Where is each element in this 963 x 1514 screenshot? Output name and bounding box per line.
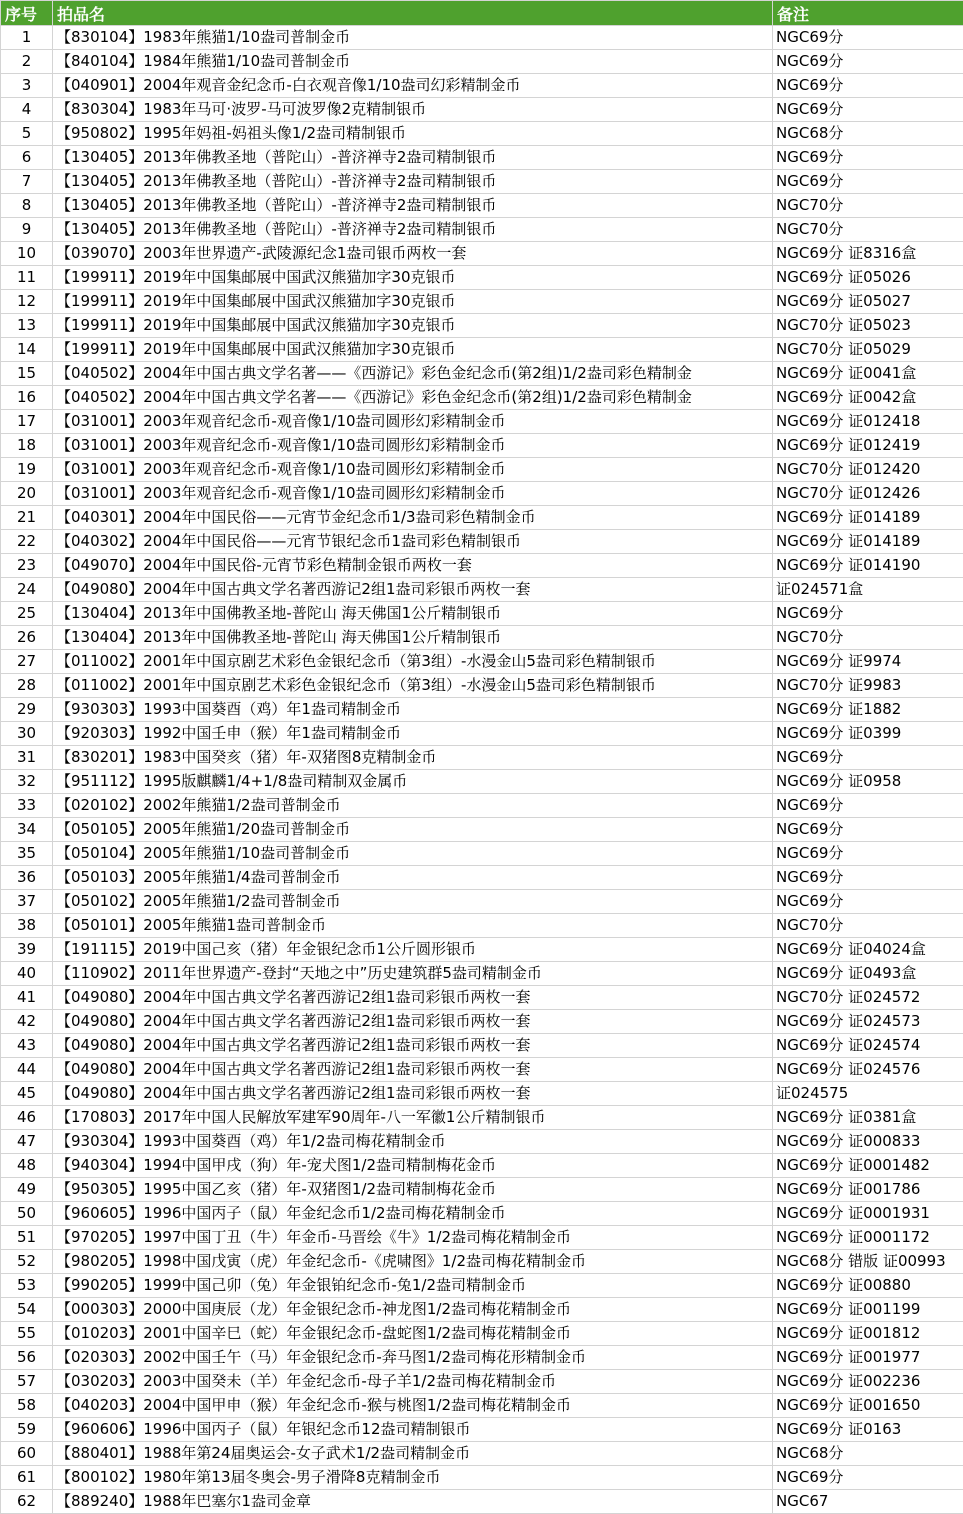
- row-remarks: NGC68分 错版 证00993: [773, 1250, 963, 1274]
- row-lot-name: 【050101】2005年熊猫1盎司普制金币: [53, 914, 773, 938]
- table-row: [1, 434, 963, 458]
- row-remarks: NGC69分: [773, 50, 963, 74]
- row-serial-number: 24: [1, 578, 53, 602]
- row-remarks: NGC69分 证0958: [773, 770, 963, 794]
- row-remarks: NGC69分 证0399: [773, 722, 963, 746]
- row-serial-number: 53: [1, 1274, 53, 1298]
- row-lot-name: 【040301】2004年中国民俗——元宵节金纪念币1/3盎司彩色精制金币: [53, 506, 773, 530]
- row-lot-name: 【031001】2003年观音纪念币-观音像1/10盎司圆形幻彩精制金币: [53, 434, 773, 458]
- row-remarks: NGC69分 证001977: [773, 1346, 963, 1370]
- row-lot-name: 【920303】1992中国壬申（猴）年1盎司精制金币: [53, 722, 773, 746]
- row-serial-number: 55: [1, 1322, 53, 1346]
- row-remarks: NGC69分: [773, 818, 963, 842]
- table-row: [1, 98, 963, 122]
- row-serial-number: 17: [1, 410, 53, 434]
- row-serial-number: 34: [1, 818, 53, 842]
- row-remarks: NGC69分 证014189: [773, 506, 963, 530]
- table-row: [1, 146, 963, 170]
- row-serial-number: 54: [1, 1298, 53, 1322]
- row-serial-number: 39: [1, 938, 53, 962]
- table-row: [1, 698, 963, 722]
- table-row: [1, 650, 963, 674]
- row-serial-number: 62: [1, 1490, 53, 1514]
- row-serial-number: 36: [1, 866, 53, 890]
- table-row: [1, 1274, 963, 1298]
- table-row: [1, 1394, 963, 1418]
- row-lot-name: 【951112】1995版麒麟1/4+1/8盎司精制双金属币: [53, 770, 773, 794]
- table-row: [1, 986, 963, 1010]
- table-row: [1, 1322, 963, 1346]
- row-serial-number: 60: [1, 1442, 53, 1466]
- row-lot-name: 【130404】2013年中国佛教圣地-普陀山 海天佛国1公斤精制银币: [53, 602, 773, 626]
- row-lot-name: 【199911】2019年中国集邮展中国武汉熊猫加字30克银币: [53, 338, 773, 362]
- header-lot-name: 拍品名: [53, 1, 773, 26]
- row-lot-name: 【020303】2002中国壬午（马）年金银纪念币-奔马图1/2盎司梅花形精制金币: [53, 1346, 773, 1370]
- row-lot-name: 【050104】2005年熊猫1/10盎司普制金币: [53, 842, 773, 866]
- row-lot-name: 【960605】1996中国丙子（鼠）年金纪念币1/2盎司梅花精制金币: [53, 1202, 773, 1226]
- row-remarks: NGC69分: [773, 98, 963, 122]
- row-remarks: NGC69分 证014190: [773, 554, 963, 578]
- row-lot-name: 【050103】2005年熊猫1/4盎司普制金币: [53, 866, 773, 890]
- table-row: [1, 1082, 963, 1106]
- row-remarks: NGC69分 证012418: [773, 410, 963, 434]
- row-lot-name: 【830104】1983年熊猫1/10盎司普制金币: [53, 26, 773, 50]
- row-remarks: NGC70分 证024572: [773, 986, 963, 1010]
- row-serial-number: 52: [1, 1250, 53, 1274]
- table-row: [1, 170, 963, 194]
- row-remarks: NGC69分: [773, 26, 963, 50]
- table-row: [1, 218, 963, 242]
- row-serial-number: 19: [1, 458, 53, 482]
- row-serial-number: 28: [1, 674, 53, 698]
- row-serial-number: 46: [1, 1106, 53, 1130]
- row-remarks: NGC69分 证001199: [773, 1298, 963, 1322]
- row-remarks: NGC69分: [773, 746, 963, 770]
- row-serial-number: 10: [1, 242, 53, 266]
- row-remarks: NGC69分 证024573: [773, 1010, 963, 1034]
- row-lot-name: 【130405】2013年佛教圣地（普陀山）-普济禅寺2盎司精制银币: [53, 146, 773, 170]
- row-remarks: NGC69分 证000833: [773, 1130, 963, 1154]
- row-serial-number: 20: [1, 482, 53, 506]
- row-lot-name: 【049080】2004年中国古典文学名著西游记2组1盎司彩银币两枚一套: [53, 986, 773, 1010]
- row-remarks: NGC69分: [773, 74, 963, 98]
- table-body: [1, 26, 963, 1514]
- row-serial-number: 47: [1, 1130, 53, 1154]
- row-lot-name: 【170803】2017年中国人民解放军建军90周年-八一军徽1公斤精制银币: [53, 1106, 773, 1130]
- row-serial-number: 61: [1, 1466, 53, 1490]
- header-row: [1, 1, 963, 26]
- row-lot-name: 【031001】2003年观音纪念币-观音像1/10盎司圆形幻彩精制金币: [53, 458, 773, 482]
- row-remarks: 证024575: [773, 1082, 963, 1106]
- table-row: [1, 1418, 963, 1442]
- row-remarks: NGC69分 证1882: [773, 698, 963, 722]
- row-serial-number: 33: [1, 794, 53, 818]
- row-lot-name: 【050105】2005年熊猫1/20盎司普制金币: [53, 818, 773, 842]
- row-lot-name: 【130405】2013年佛教圣地（普陀山）-普济禅寺2盎司精制银币: [53, 218, 773, 242]
- row-lot-name: 【010203】2001中国辛巳（蛇）年金银纪念币-盘蛇图1/2盎司梅花精制金币: [53, 1322, 773, 1346]
- row-remarks: NGC69分 证0381盒: [773, 1106, 963, 1130]
- row-remarks: NGC69分 证0041盒: [773, 362, 963, 386]
- table-row: [1, 1058, 963, 1082]
- table-row: [1, 410, 963, 434]
- row-lot-name: 【040502】2004年中国古典文学名著——《西游记》彩色金纪念币(第2组)1/2盎司彩色精制金: [53, 362, 773, 386]
- table-row: [1, 962, 963, 986]
- row-lot-name: 【050102】2005年熊猫1/2盎司普制金币: [53, 890, 773, 914]
- row-lot-name: 【040502】2004年中国古典文学名著——《西游记》彩色金纪念币(第2组)1/2盎司彩色精制金: [53, 386, 773, 410]
- row-remarks: NGC70分: [773, 194, 963, 218]
- row-lot-name: 【039070】2003年世界遗产-武陵源纪念1盎司银币两枚一套: [53, 242, 773, 266]
- row-lot-name: 【980205】1998中国戊寅（虎）年金纪念币-《虎啸图》1/2盎司梅花精制金币: [53, 1250, 773, 1274]
- table-row: [1, 50, 963, 74]
- table-row: [1, 818, 963, 842]
- table-row: [1, 1034, 963, 1058]
- table-row: [1, 386, 963, 410]
- row-lot-name: 【049080】2004年中国古典文学名著西游记2组1盎司彩银币两枚一套: [53, 1034, 773, 1058]
- row-remarks: 证024571盒: [773, 578, 963, 602]
- row-lot-name: 【011002】2001年中国京剧艺术彩色金银纪念币（第3组）-水漫金山5盎司彩色精制银币: [53, 650, 773, 674]
- row-serial-number: 40: [1, 962, 53, 986]
- row-serial-number: 48: [1, 1154, 53, 1178]
- row-serial-number: 59: [1, 1418, 53, 1442]
- row-serial-number: 29: [1, 698, 53, 722]
- row-remarks: NGC69分: [773, 146, 963, 170]
- table-row: [1, 1250, 963, 1274]
- row-serial-number: 44: [1, 1058, 53, 1082]
- row-remarks: NGC69分: [773, 1466, 963, 1490]
- row-lot-name: 【930303】1993中国葵酉（鸡）年1盎司精制金币: [53, 698, 773, 722]
- row-remarks: NGC69分 证0493盒: [773, 962, 963, 986]
- table-row: [1, 746, 963, 770]
- row-serial-number: 26: [1, 626, 53, 650]
- row-remarks: NGC69分 证0163: [773, 1418, 963, 1442]
- row-serial-number: 3: [1, 74, 53, 98]
- table-row: [1, 1154, 963, 1178]
- row-serial-number: 1: [1, 26, 53, 50]
- row-serial-number: 31: [1, 746, 53, 770]
- table-row: [1, 890, 963, 914]
- row-serial-number: 13: [1, 314, 53, 338]
- row-serial-number: 12: [1, 290, 53, 314]
- row-serial-number: 50: [1, 1202, 53, 1226]
- table-row: [1, 362, 963, 386]
- row-lot-name: 【889240】1988年巴塞尔1盎司金章: [53, 1490, 773, 1514]
- table-row: [1, 482, 963, 506]
- row-remarks: NGC69分 证024574: [773, 1034, 963, 1058]
- row-lot-name: 【199911】2019年中国集邮展中国武汉熊猫加字30克银币: [53, 290, 773, 314]
- row-lot-name: 【000303】2000中国庚辰（龙）年金银纪念币-神龙图1/2盎司梅花精制金币: [53, 1298, 773, 1322]
- header-remarks: 备注: [773, 1, 963, 26]
- table-row: [1, 1490, 963, 1514]
- row-lot-name: 【031001】2003年观音纪念币-观音像1/10盎司圆形幻彩精制金币: [53, 410, 773, 434]
- row-remarks: NGC69分 证024576: [773, 1058, 963, 1082]
- row-remarks: NGC69分 证0001482: [773, 1154, 963, 1178]
- row-lot-name: 【930304】1993中国葵酉（鸡）年1/2盎司梅花精制金币: [53, 1130, 773, 1154]
- row-remarks: NGC69分 证002236: [773, 1370, 963, 1394]
- row-lot-name: 【110902】2011年世界遗产-登封“天地之中”历史建筑群5盎司精制金币: [53, 962, 773, 986]
- row-remarks: NGC70分 证9983: [773, 674, 963, 698]
- table-row: [1, 314, 963, 338]
- row-serial-number: 14: [1, 338, 53, 362]
- row-lot-name: 【049070】2004年中国民俗-元宵节彩色精制金银币两枚一套: [53, 554, 773, 578]
- table-row: [1, 578, 963, 602]
- row-lot-name: 【040901】2004年观音金纪念币-白衣观音像1/10盎司幻彩精制金币: [53, 74, 773, 98]
- row-remarks: NGC70分 证012426: [773, 482, 963, 506]
- table-row: [1, 674, 963, 698]
- row-lot-name: 【130404】2013年中国佛教圣地-普陀山 海天佛国1公斤精制银币: [53, 626, 773, 650]
- row-lot-name: 【049080】2004年中国古典文学名著西游记2组1盎司彩银币两枚一套: [53, 1058, 773, 1082]
- row-serial-number: 11: [1, 266, 53, 290]
- table-row: [1, 938, 963, 962]
- table-row: [1, 458, 963, 482]
- table-row: [1, 530, 963, 554]
- table-row: [1, 1010, 963, 1034]
- row-serial-number: 38: [1, 914, 53, 938]
- row-lot-name: 【049080】2004年中国古典文学名著西游记2组1盎司彩银币两枚一套: [53, 578, 773, 602]
- row-serial-number: 41: [1, 986, 53, 1010]
- row-serial-number: 45: [1, 1082, 53, 1106]
- table-row: [1, 722, 963, 746]
- row-remarks: NGC69分 证001650: [773, 1394, 963, 1418]
- row-remarks: NGC69分: [773, 842, 963, 866]
- row-lot-name: 【130405】2013年佛教圣地（普陀山）-普济禅寺2盎司精制银币: [53, 194, 773, 218]
- row-serial-number: 23: [1, 554, 53, 578]
- row-serial-number: 49: [1, 1178, 53, 1202]
- row-remarks: NGC69分: [773, 602, 963, 626]
- row-serial-number: 56: [1, 1346, 53, 1370]
- row-lot-name: 【840104】1984年熊猫1/10盎司普制金币: [53, 50, 773, 74]
- table-row: [1, 1346, 963, 1370]
- row-serial-number: 22: [1, 530, 53, 554]
- row-remarks: NGC70分: [773, 218, 963, 242]
- table-row: [1, 1442, 963, 1466]
- table-row: [1, 74, 963, 98]
- row-remarks: NGC69分 证00880: [773, 1274, 963, 1298]
- table-row: [1, 1370, 963, 1394]
- table-row: [1, 122, 963, 146]
- row-lot-name: 【800102】1980年第13届冬奥会-男子滑降8克精制金币: [53, 1466, 773, 1490]
- row-serial-number: 43: [1, 1034, 53, 1058]
- table-row: [1, 1130, 963, 1154]
- row-lot-name: 【130405】2013年佛教圣地（普陀山）-普济禅寺2盎司精制银币: [53, 170, 773, 194]
- row-serial-number: 7: [1, 170, 53, 194]
- table-row: [1, 794, 963, 818]
- row-serial-number: 9: [1, 218, 53, 242]
- row-serial-number: 27: [1, 650, 53, 674]
- row-lot-name: 【040302】2004年中国民俗——元宵节银纪念币1盎司彩色精制银币: [53, 530, 773, 554]
- row-remarks: NGC69分 证001812: [773, 1322, 963, 1346]
- row-serial-number: 51: [1, 1226, 53, 1250]
- row-serial-number: 4: [1, 98, 53, 122]
- row-remarks: NGC69分 证0001931: [773, 1202, 963, 1226]
- row-remarks: NGC69分 证001786: [773, 1178, 963, 1202]
- row-lot-name: 【011002】2001年中国京剧艺术彩色金银纪念币（第3组）-水漫金山5盎司彩色精制银币: [53, 674, 773, 698]
- row-lot-name: 【950802】1995年妈祖-妈祖头像1/2盎司精制银币: [53, 122, 773, 146]
- table-row: [1, 1226, 963, 1250]
- table-row: [1, 266, 963, 290]
- row-serial-number: 37: [1, 890, 53, 914]
- row-serial-number: 6: [1, 146, 53, 170]
- row-remarks: NGC69分 证05026: [773, 266, 963, 290]
- row-lot-name: 【199911】2019年中国集邮展中国武汉熊猫加字30克银币: [53, 266, 773, 290]
- row-lot-name: 【199911】2019年中国集邮展中国武汉熊猫加字30克银币: [53, 314, 773, 338]
- row-serial-number: 8: [1, 194, 53, 218]
- table-row: [1, 1298, 963, 1322]
- row-remarks: NGC69分 证9974: [773, 650, 963, 674]
- row-remarks: NGC68分: [773, 1442, 963, 1466]
- row-remarks: NGC69分: [773, 866, 963, 890]
- table-row: [1, 866, 963, 890]
- table-row: [1, 1202, 963, 1226]
- row-remarks: NGC69分 证0001172: [773, 1226, 963, 1250]
- row-lot-name: 【970205】1997中国丁丑（牛）年金币-马晋绘《牛》1/2盎司梅花精制金币: [53, 1226, 773, 1250]
- row-lot-name: 【030203】2003中国癸未（羊）年金纪念币-母子羊1/2盎司梅花精制金币: [53, 1370, 773, 1394]
- row-lot-name: 【940304】1994中国甲戌（狗）年-宠犬图1/2盎司精制梅花金币: [53, 1154, 773, 1178]
- row-remarks: NGC69分: [773, 170, 963, 194]
- row-serial-number: 32: [1, 770, 53, 794]
- row-serial-number: 21: [1, 506, 53, 530]
- table-row: [1, 626, 963, 650]
- table-row: [1, 26, 963, 50]
- table-row: [1, 842, 963, 866]
- row-serial-number: 16: [1, 386, 53, 410]
- row-remarks: NGC69分 证0042盒: [773, 386, 963, 410]
- row-remarks: NGC70分 证012420: [773, 458, 963, 482]
- row-lot-name: 【020102】2002年熊猫1/2盎司普制金币: [53, 794, 773, 818]
- row-lot-name: 【960606】1996中国丙子（鼠）年银纪念币12盎司精制银币: [53, 1418, 773, 1442]
- row-lot-name: 【880401】1988年第24届奥运会-女子武术1/2盎司精制金币: [53, 1442, 773, 1466]
- row-remarks: NGC69分 证8316盒: [773, 242, 963, 266]
- row-remarks: NGC70分: [773, 914, 963, 938]
- table-row: [1, 770, 963, 794]
- row-lot-name: 【830304】1983年马可·波罗-马可波罗像2克精制银币: [53, 98, 773, 122]
- row-serial-number: 5: [1, 122, 53, 146]
- row-remarks: NGC67: [773, 1490, 963, 1514]
- row-remarks: NGC69分 证04024盒: [773, 938, 963, 962]
- row-serial-number: 58: [1, 1394, 53, 1418]
- table-row: [1, 194, 963, 218]
- table-row: [1, 1178, 963, 1202]
- row-remarks: NGC69分 证012419: [773, 434, 963, 458]
- row-remarks: NGC70分: [773, 626, 963, 650]
- row-lot-name: 【990205】1999中国己卯（兔）年金银铂纪念币-兔1/2盎司精制金币: [53, 1274, 773, 1298]
- row-serial-number: 30: [1, 722, 53, 746]
- row-serial-number: 25: [1, 602, 53, 626]
- table-row: [1, 506, 963, 530]
- row-remarks: NGC70分 证05029: [773, 338, 963, 362]
- row-remarks: NGC70分 证05023: [773, 314, 963, 338]
- row-lot-name: 【040203】2004中国甲申（猴）年金纪念币-猴与桃图1/2盎司梅花精制金币: [53, 1394, 773, 1418]
- row-lot-name: 【049080】2004年中国古典文学名著西游记2组1盎司彩银币两枚一套: [53, 1082, 773, 1106]
- row-remarks: NGC69分 证014189: [773, 530, 963, 554]
- table-row: [1, 338, 963, 362]
- row-remarks: NGC69分: [773, 794, 963, 818]
- table-row: [1, 602, 963, 626]
- table-row: [1, 290, 963, 314]
- row-lot-name: 【031001】2003年观音纪念币-观音像1/10盎司圆形幻彩精制金币: [53, 482, 773, 506]
- header-serial-number: 序号: [1, 1, 53, 26]
- row-remarks: NGC68分: [773, 122, 963, 146]
- row-lot-name: 【950305】1995中国乙亥（猪）年-双猪图1/2盎司精制梅花金币: [53, 1178, 773, 1202]
- row-serial-number: 15: [1, 362, 53, 386]
- row-serial-number: 57: [1, 1370, 53, 1394]
- row-serial-number: 35: [1, 842, 53, 866]
- row-remarks: NGC69分: [773, 890, 963, 914]
- row-lot-name: 【830201】1983中国癸亥（猪）年-双猪图8克精制金币: [53, 746, 773, 770]
- row-serial-number: 18: [1, 434, 53, 458]
- table-row: [1, 242, 963, 266]
- table-row: [1, 1466, 963, 1490]
- row-serial-number: 2: [1, 50, 53, 74]
- row-lot-name: 【191115】2019中国己亥（猪）年金银纪念币1公斤圆形银币: [53, 938, 773, 962]
- table-row: [1, 914, 963, 938]
- table-row: [1, 1106, 963, 1130]
- table-row: [1, 554, 963, 578]
- row-remarks: NGC69分 证05027: [773, 290, 963, 314]
- row-lot-name: 【049080】2004年中国古典文学名著西游记2组1盎司彩银币两枚一套: [53, 1010, 773, 1034]
- row-serial-number: 42: [1, 1010, 53, 1034]
